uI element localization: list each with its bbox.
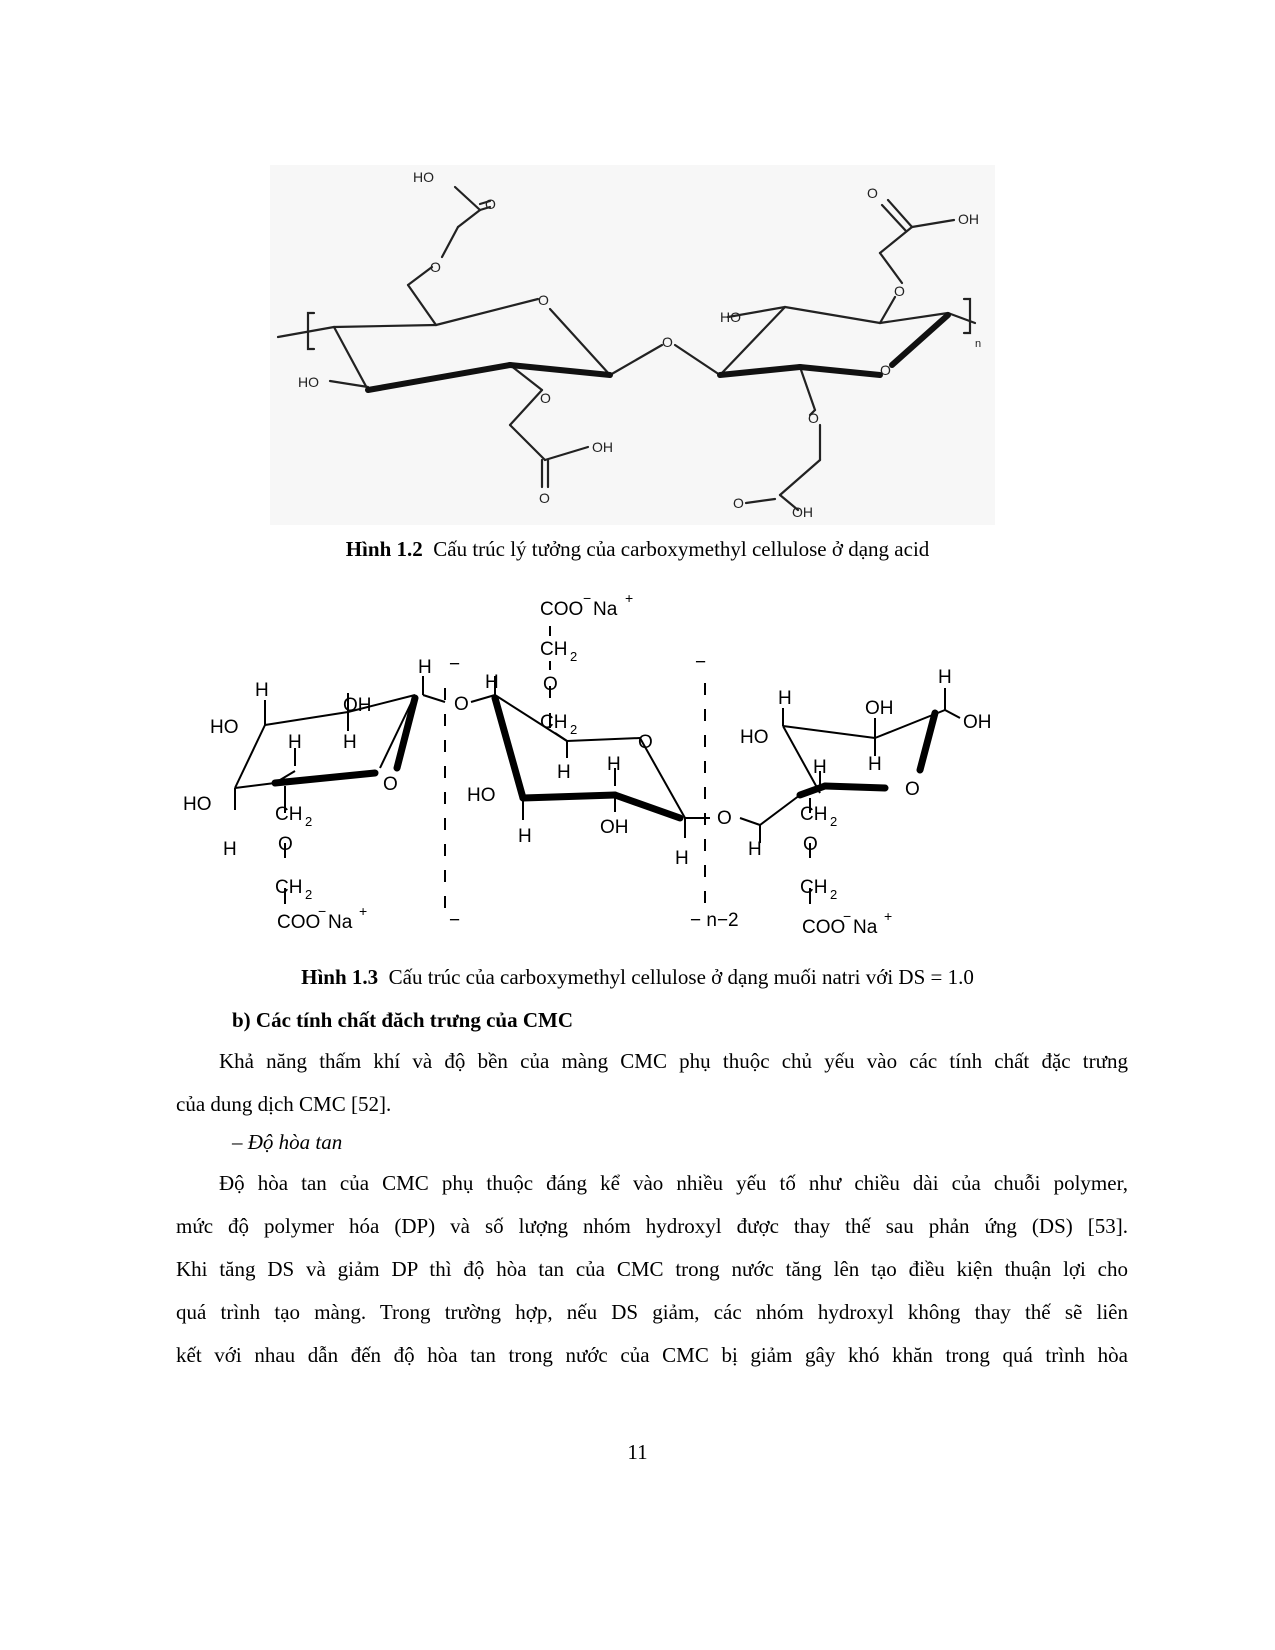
atom-label: H — [748, 839, 762, 860]
atom-label: H — [607, 754, 621, 775]
atom-label: H — [675, 848, 689, 869]
atom-label: O — [383, 774, 398, 795]
atom-label: H — [938, 667, 952, 688]
atom-label: O — [485, 196, 496, 212]
atom-label: OH — [343, 695, 372, 716]
atom-label: OH — [792, 504, 813, 520]
atom-label: 2 — [305, 814, 313, 829]
atom-label: H — [255, 680, 269, 701]
paragraph-line: Khi tăng DS và giảm DP thì độ hòa tan của CMC trong nước tăng lên tạo điều kiện thuận lợi cho — [176, 1257, 1128, 1281]
atom-label: 2 — [830, 814, 838, 829]
atom-label: O — [733, 495, 744, 511]
atom-label: O — [894, 283, 905, 299]
bracket-mark: − — [449, 654, 461, 675]
paragraph-line: kết với nhau dẫn đến độ hòa tan trong nước của CMC bị giảm gây khó khăn trong quá trình hòa — [176, 1343, 1128, 1367]
atom-label: CH — [275, 804, 303, 825]
atom-label: H — [343, 732, 357, 753]
figure-1-2-caption — [0, 537, 1275, 562]
atom-label: 2 — [570, 649, 578, 664]
figure-label: Hình 1.3 — [301, 965, 379, 989]
atom-label: O — [803, 834, 818, 855]
atom-label: OH — [958, 211, 979, 227]
caption-text: Cấu trúc lý tưởng của carboxymethyl cellulose ở dạng acid — [433, 537, 930, 561]
atom-label: 2 — [830, 887, 838, 902]
atom-label: O — [454, 694, 469, 715]
atom-label: O — [717, 808, 732, 829]
paragraph-line: mức độ polymer hóa (DP) và số lượng nhóm hydroxyl được thay thế sau phản ứng (DS) [53]. — [176, 1214, 1128, 1238]
atom-label: CH — [800, 804, 828, 825]
atom-label: HO — [720, 309, 741, 325]
atom-label: O — [638, 732, 653, 753]
atom-label: Na — [593, 599, 618, 620]
figure-1-2-structure — [270, 165, 995, 525]
atom-label: Na — [853, 917, 878, 938]
page-number: 11 — [627, 1440, 648, 1464]
atom-label: + — [884, 908, 893, 924]
atom-label: CH — [540, 639, 568, 660]
atom-label: HO — [183, 794, 212, 815]
paragraph-line: của dung dịch CMC [52]. — [176, 1092, 392, 1116]
atom-label: H — [223, 839, 237, 860]
atom-label: H — [485, 672, 499, 693]
subheading: – Độ hòa tan — [232, 1130, 343, 1154]
atom-label: − — [843, 908, 852, 924]
atom-label: − — [583, 590, 592, 606]
atom-label: H — [418, 657, 432, 678]
atom-label: + — [359, 903, 368, 919]
atom-label: O — [278, 834, 293, 855]
atom-label: COO — [540, 599, 584, 620]
atom-label: OH — [963, 712, 992, 733]
paragraph-line: Độ hòa tan của CMC phụ thuộc đáng kể vào nhiều yếu tố như chiều dài của chuỗi polymer, — [219, 1171, 1128, 1195]
paragraph-line: quá trình tạo màng. Trong trường hợp, nếu DS giảm, các nhóm hydroxyl không thay thế sẽ liên — [176, 1300, 1128, 1324]
bracket-mark: − n−2 — [690, 910, 739, 931]
section-heading: b) Các tính chất đăch trưng của CMC — [232, 1008, 574, 1032]
atom-label: HO — [210, 717, 239, 738]
figure-1-3-structure — [175, 588, 1035, 948]
atom-label: O — [539, 490, 550, 506]
atom-label: HO — [467, 785, 496, 806]
caption-text: Cấu trúc của carboxymethyl cellulose ở dạng muối natri với DS = 1.0 — [388, 965, 974, 989]
atom-label: COO — [802, 917, 846, 938]
atom-label: Na — [328, 912, 353, 933]
atom-label: OH — [592, 439, 613, 455]
bracket-mark: − — [695, 652, 707, 673]
atom-label: CH — [275, 877, 303, 898]
paragraph-2 — [176, 1162, 1128, 1377]
atom-label: n — [975, 338, 982, 350]
atom-label: CH — [540, 712, 568, 733]
paragraph-line: Khả năng thấm khí và độ bền của màng CMC phụ thuộc chủ yếu vào các tính chất đặc trưng — [219, 1049, 1128, 1073]
atom-label: H — [778, 688, 792, 709]
atom-label: O — [808, 410, 819, 426]
atom-label: 2 — [570, 722, 578, 737]
bracket-mark: − — [449, 910, 461, 931]
atom-label: HO — [413, 169, 434, 185]
figure-1-3-caption — [0, 965, 1275, 990]
atom-label: O — [538, 292, 549, 308]
atom-label: H — [868, 754, 882, 775]
atom-label: H — [518, 826, 532, 847]
atom-label: O — [867, 185, 878, 201]
atom-label: H — [288, 732, 302, 753]
figure-label: Hình 1.2 — [345, 537, 423, 561]
atom-label: HO — [740, 727, 769, 748]
atom-label: H — [813, 757, 827, 778]
atom-label: O — [905, 779, 920, 800]
atom-label: O — [430, 259, 441, 275]
atom-label: OH — [865, 698, 894, 719]
atom-label: O — [880, 362, 891, 378]
atom-label: − — [318, 903, 327, 919]
atom-label: OH — [600, 817, 629, 838]
atom-label: CH — [800, 877, 828, 898]
paragraph-1 — [176, 1040, 1128, 1126]
atom-label: O — [543, 674, 558, 695]
atom-label: HO — [298, 374, 319, 390]
atom-label: + — [625, 590, 634, 606]
atom-label: O — [662, 334, 673, 350]
atom-label: COO — [277, 912, 321, 933]
atom-label: 2 — [305, 887, 313, 902]
atom-label: H — [557, 762, 571, 783]
atom-label: O — [540, 390, 551, 406]
